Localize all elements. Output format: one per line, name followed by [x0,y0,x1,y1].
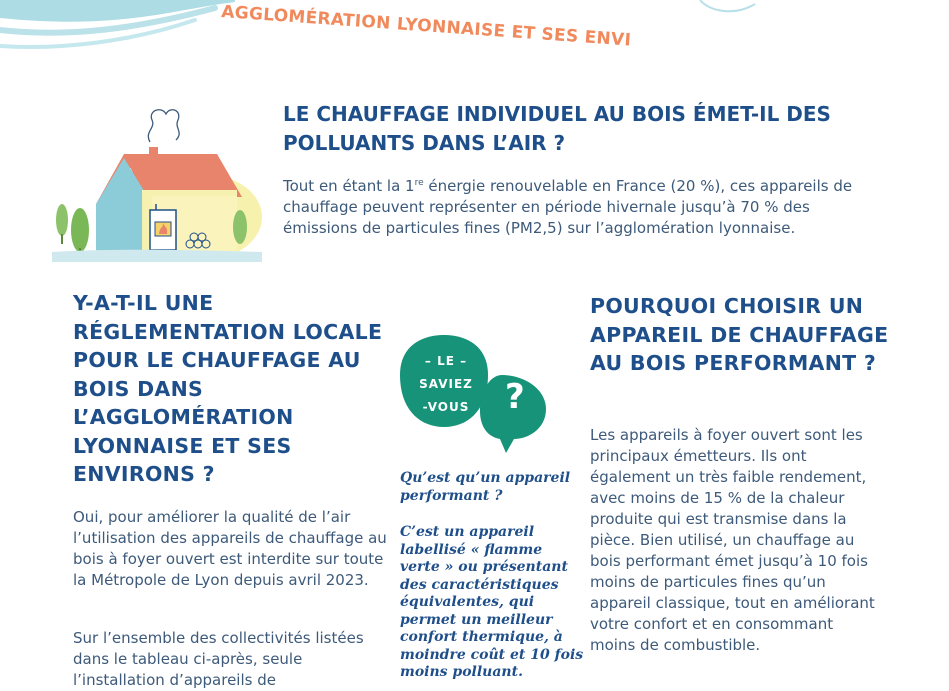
regulation-heading: Y-A-T-IL UNE RÉGLEMENTATION LOCALE POUR LE CHAUFFAGE AU BOIS DANS L’AGGLOMÉRATION LYONNAISE ET SES ENVIRONS ? [73,291,383,486]
house-illustration [52,92,262,262]
did-you-know-line-3: -VOUS [422,400,470,414]
did-you-know-question: Qu’est qu’un appareil performant ? [400,470,571,504]
did-you-know-line-2: SAVIEZ [419,377,473,391]
regulation-paragraph-1: Oui, pour améliorer la qualité de l’air l’utilisation des appareils de chauffage au bois à foyer ouvert est interdite sur toute la Métropole de Lyon depuis avril 2023. [73,508,387,589]
did-you-know-line-1: – LE – [424,354,468,368]
why-choose-paragraph: Les appareils à foyer ouvert sont les principaux émetteurs. Ils ont également un très faible rendement, avec moins de 15 % de la chaleur produite qui est transmise dans la pièce. Bien utilisé, un chauffage au bois performant émet jusqu’à 10 fois moins de particules fines qu’un appareil classique, tout en améliorant votre confort et en consommant moins de combustible. [590,426,875,654]
intro-superscript: re [414,178,424,188]
intro-text-end: énergie renouvelable en France (20 %), ces appareils de chauffage peuvent représenter en période hivernale jusqu’à 70 % des émissions de particules fines (PM2,5) sur l’agglomération lyonnaise. [283,177,853,237]
why-choose-heading: POURQUOI CHOISIR UN APPAREIL DE CHAUFFAGE AU BOIS PERFORMANT ? [590,294,889,375]
intro-text-start: Tout en étant la 1 [283,177,415,195]
banner-title: AGGLOMÉRATION LYONNAISE ET SES ENVI [220,2,632,51]
did-you-know-label [410,350,482,419]
main-question-heading: LE CHAUFFAGE INDIVIDUEL AU BOIS ÉMET-IL DES POLLUANTS DANS L’AIR ? [283,102,831,155]
regulation-paragraph-2: Sur l’ensemble des collectivités listées dans le tableau ci-après, seule l’installation d’appareils de [73,629,364,689]
intro-paragraph [283,173,868,239]
question-mark-icon: ? [505,377,525,417]
did-you-know-answer: C’est un appareil labellisé « flamme verte » ou présentant des caractéristiques équivalentes, qui permet un meilleur confort thermique, à moindre coût et 10 fois moins polluant. [400,524,584,680]
